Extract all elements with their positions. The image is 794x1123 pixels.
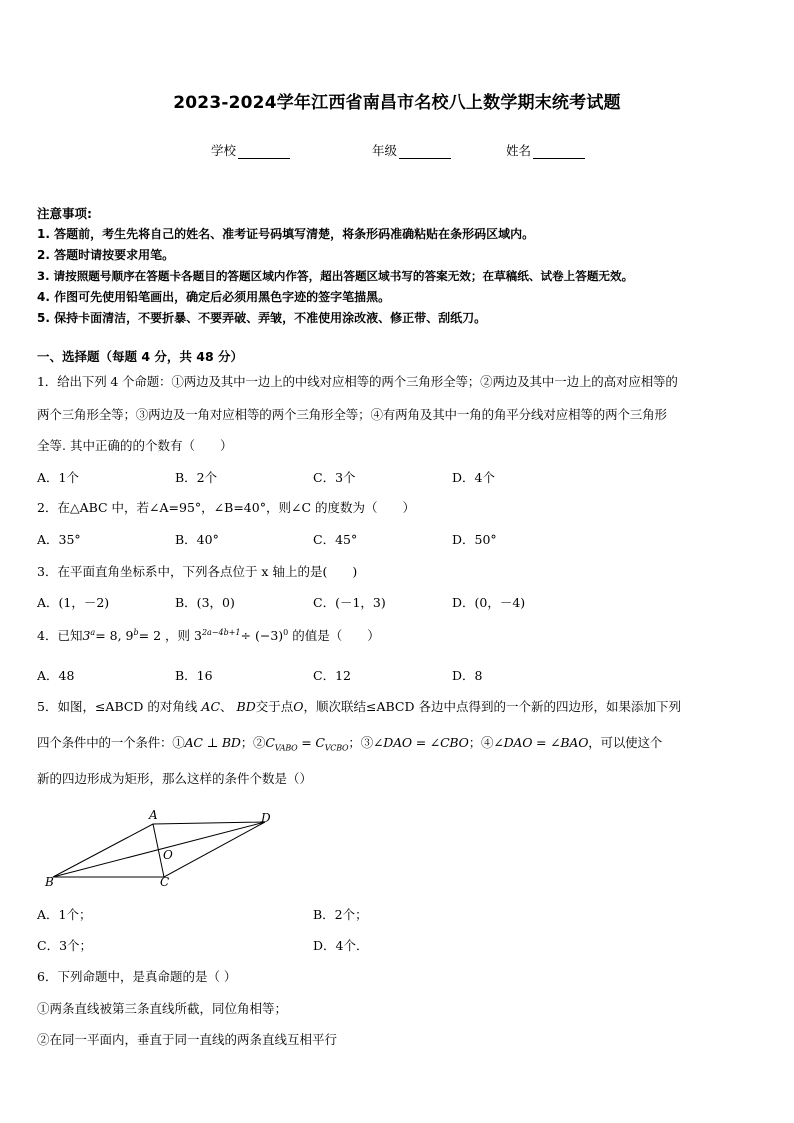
q5-cond3: ∠DAO = ∠CBO [373,735,469,750]
q4-eq1: = 8, 9 [95,628,134,643]
label-o: O [163,848,173,862]
q4-suffix: 的值是（ ） [288,628,380,643]
q5-text: 5．如图，≤ABCD 的对角线 [37,699,198,714]
option-a: A．48 [37,668,75,683]
q4-options [37,666,759,686]
q5-text: 四个条件中的一个条件：① [37,735,185,750]
q5-ac: AC [201,699,221,714]
q5-sep: 、 [220,699,233,714]
name-label: 姓名 [506,143,532,158]
notice-item: 1. 答题前，考生先将自己的姓名、准考证号码填写清楚，将条形码准确粘贴在条形码区域内。 [37,227,535,241]
q5-cond2-eq: = C [297,735,325,750]
q5-cond2-sub: VCBO [324,743,349,753]
school-blank [238,145,290,159]
option-b: B．16 [175,668,213,683]
option-b: B．(3，0) [175,595,235,610]
q4-prefix: 4．已知 [37,628,83,643]
q2-stem: 2．在△ABC 中，若∠A=95°，∠B=40°，则∠C 的度数为（ ） [37,500,415,515]
parallelogram-figure [40,806,280,891]
notice-item: 3. 请按照题号顺序在答题卡各题目的答题区域内作答，超出答题区域书写的答案无效；在草稿纸、试卷上答题无效。 [37,269,634,283]
q5-text: ，顺次联结≤ABCD 各边中点得到的一个新的四边形，如果添加下列 [303,699,681,714]
page-title: 2023-2024学年江西省南昌市名校八上数学期末统考试题 [173,93,621,113]
q5-text: ；② [240,735,266,750]
grade-field [372,141,451,159]
option-d: D．8 [452,668,483,683]
notice-heading: 注意事项: [37,206,92,221]
option-d: D．4个 [452,470,495,485]
label-c: C [160,875,170,889]
q6-stem: 6．下列命题中，是真命题的是（ ） [37,969,237,984]
q5-line2 [37,733,662,753]
option-a: A．1个 [37,470,79,485]
q4-base: 3 [82,628,91,643]
label-b: B [45,875,54,889]
notice-item: 2. 答题时请按要求用笔。 [37,248,175,262]
diagonal-bd [53,822,265,877]
option-d: D．50° [452,532,497,547]
q1-line: 1．给出下列 4 个命题：①两边及其中一边上的中线对应相等的两个三角形全等；②两边及其中一边上的高对应相等的 [37,374,678,389]
name-field [506,141,585,159]
q1-line: 两个三角形全等；③两边及一角对应相等的两个三角形全等；④有两角及其中一角的角平分线对应相等的两个三角形 [37,407,667,422]
school-label: 学校 [211,143,237,158]
q5-text: 交于点 [255,699,294,714]
option-c: C．3个； [37,938,93,953]
q5-cond2-sub: VABO [274,743,298,753]
option-b: B．2个； [313,907,368,922]
q5-options-row2 [37,936,759,956]
q5-text: ；③ [348,735,373,750]
q5-text: ；④ [468,735,494,750]
notice-item: 4. 作图可先使用铅笔画出，确定后必须用黑色字迹的签字笔描黑。 [37,290,391,304]
option-a: A．(1，－2) [37,595,110,610]
q5-o: O [293,699,304,714]
option-c: C．3个 [313,470,356,485]
option-a: A．1个； [37,907,92,922]
option-b: B．40° [175,532,219,547]
q3-options [37,593,759,613]
q4-div: ÷ (−3) [240,628,284,643]
q1-line: 全等. 其中正确的的个数有（ ） [37,438,233,453]
grade-label: 年级 [372,143,398,158]
q5-options-row1 [37,905,759,925]
school-field [211,141,290,159]
q5-line3: 新的四边形成为矩形，那么这样的条件个数是（） [37,771,313,786]
q4-exp-b: b [133,627,139,637]
option-d: D．(0，－4) [452,595,526,610]
q1-options [37,468,759,488]
option-a: A．35° [37,532,81,547]
option-b: B．2个 [175,470,218,485]
q5-text: ，可以使这个 [588,735,663,750]
q2-options [37,530,759,550]
q5-bd: BD [236,699,256,714]
q4-exp-a: a [90,627,96,637]
option-c: C．45° [313,532,358,547]
name-blank [533,145,585,159]
q5-cond2: C [265,735,275,750]
section-heading: 一、选择题（每题 4 分，共 48 分） [37,349,244,364]
grade-blank [399,145,451,159]
notice-item: 5. 保持卡面清洁，不要折暴、不要弄破、弄皱，不准使用涂改液、修正带、刮纸刀。 [37,311,487,325]
option-c: C．(－1，3) [313,595,386,610]
q6-item: ①两条直线被第三条直线所截，同位角相等； [37,1001,288,1016]
label-a: A [149,808,158,822]
q4-exp-c: 2a−4b+1 [201,627,241,637]
q6-item: ②在同一平面内，垂直于同一直线的两条直线互相平行 [37,1032,338,1047]
notice-block [37,203,767,329]
option-d: D．4个． [313,938,369,953]
q5-cond1: AC ⊥ BD [184,735,241,750]
q3-stem: 3．在平面直角坐标系中，下列各点位于 x 轴上的是( ) [37,564,358,579]
q4-stem [37,626,380,644]
q5-cond4: ∠DAO = ∠BAO [493,735,589,750]
option-c: C．12 [313,668,351,683]
q4-eq2: = 2 ，则 3 [138,628,202,643]
q4-exp-d: 0 [283,627,289,637]
label-d: D [261,811,271,825]
q5-line1 [37,697,681,715]
